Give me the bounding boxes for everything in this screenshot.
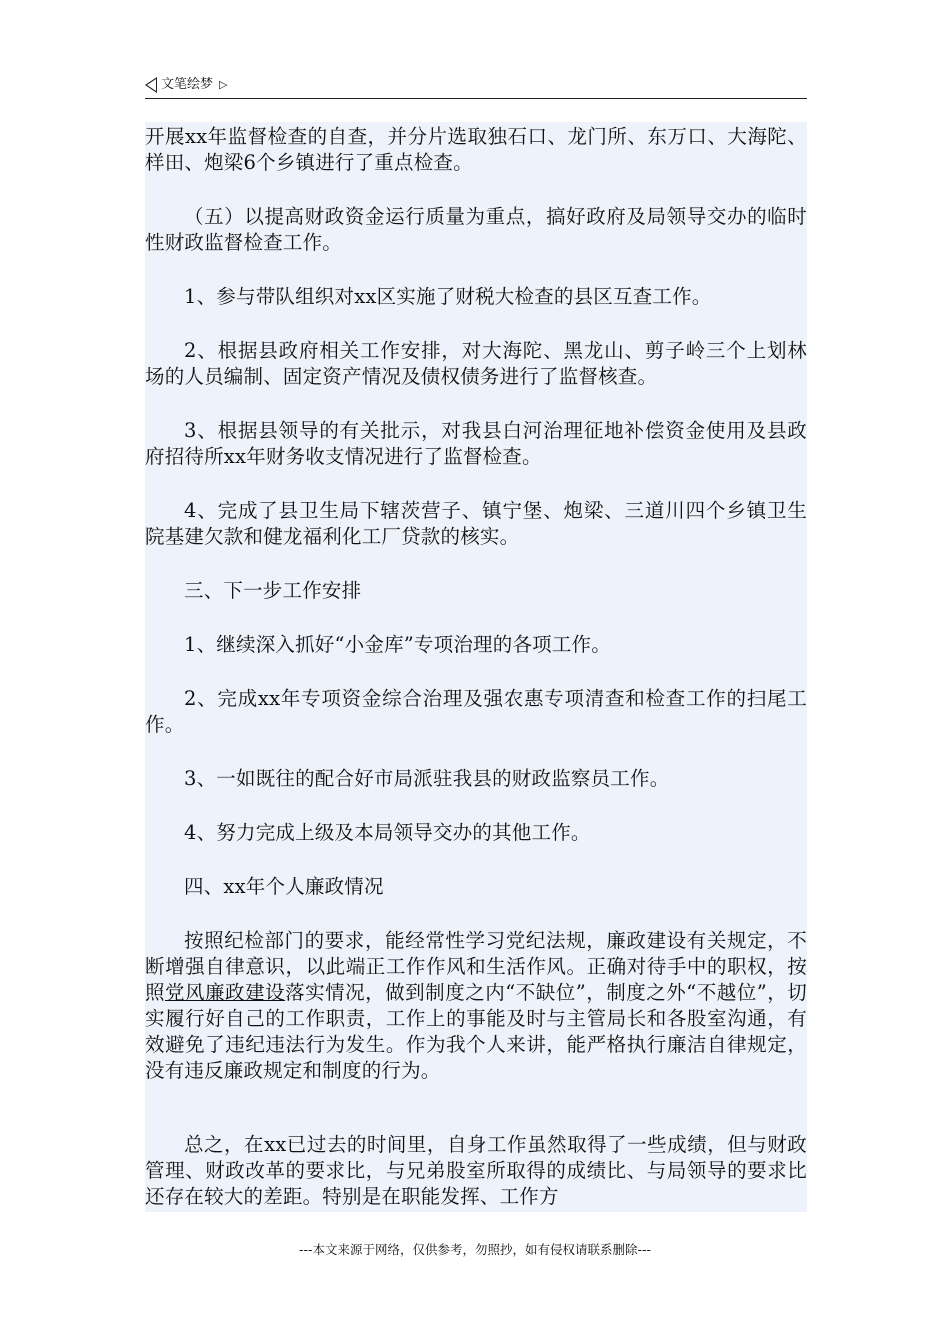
paragraph: 1、继续深入抓好“小金库”专项治理的各项工作。	[184, 633, 611, 656]
paragraph: 3、根据县领导的有关批示，对我县白河治理征地补偿资金使用及县政府招待所xx年财务收支情况进行了监督检查。	[145, 419, 807, 468]
header-title: 文笔绘梦	[161, 77, 214, 92]
paragraph: 2、完成xx年专项资金综合治理及强农惠专项清查和检查工作的扫尾工作。	[145, 687, 807, 736]
paragraph: 4、完成了县卫生局下辖茨营子、镇宁堡、炮梁、三道川四个乡镇卫生院基建欠款和健龙福利化工厂贷款的核实。	[145, 499, 807, 548]
paragraph: 2、根据县政府相关工作安排，对大海陀、黑龙山、剪子岭三个上划林场的人员编制、固定资产情况及债权债务进行了监督核查。	[145, 339, 807, 388]
paragraph: 开展xx年监督检查的自查，并分片选取独石口、龙门所、东万口、大海陀、样田、炮梁6个乡镇进行了重点检查。	[145, 125, 807, 174]
paragraph: 3、一如既往的配合好市局派驻我县的财政监察员工作。	[184, 767, 670, 790]
section-heading: 四、xx年个人廉政情况	[184, 875, 384, 898]
paragraph-text: 落实情况，做到制度之内“不缺位”，制度之外“不越位”，切实履行好自己的工作职责，工作上的事能及时与主管局长和各股室沟通，有效避免了违纪违法行为发生。作为我个人来讲，能严格执行廉洁自律规定，没有违反廉政规定和制度的行为。	[145, 981, 807, 1082]
document-body	[145, 122, 807, 1212]
paragraph: 总之，在xx已过去的时间里，自身工作虽然取得了一些成绩，但与财政管理、财政改革的要求比，与兄弟股室所取得的成绩比、与局领导的要求比还存在较大的差距。特别是在职能发挥、工作方	[145, 1133, 807, 1208]
paragraph: 4、努力完成上级及本局领导交办的其他工作。	[184, 821, 591, 844]
triangle-right-icon: ▷	[219, 78, 228, 91]
paragraph: 1、参与带队组织对xx区实施了财税大检查的县区互查工作。	[184, 285, 712, 308]
link-party-integrity[interactable]: 党风廉政建设	[165, 981, 286, 1004]
triangle-left-icon	[145, 77, 157, 93]
paragraph-text: 按照纪检部门的要求，能经常性学习党纪法规，廉政建设有关规定，不断增强自律意识，以此端正工作作风和生活作风。正确对待手中的职权，按照	[145, 929, 807, 1004]
paragraph: （五）以提高财政资金运行质量为重点，搞好政府及局领导交办的临时性财政监督检查工作。	[145, 205, 807, 254]
section-heading: 三、下一步工作安排	[184, 579, 362, 602]
page-header	[145, 74, 807, 99]
page-footer: ---本文来源于网络，仅供参考，勿照抄，如有侵权请联系删除---	[298, 1242, 652, 1257]
paragraph	[145, 928, 807, 1084]
